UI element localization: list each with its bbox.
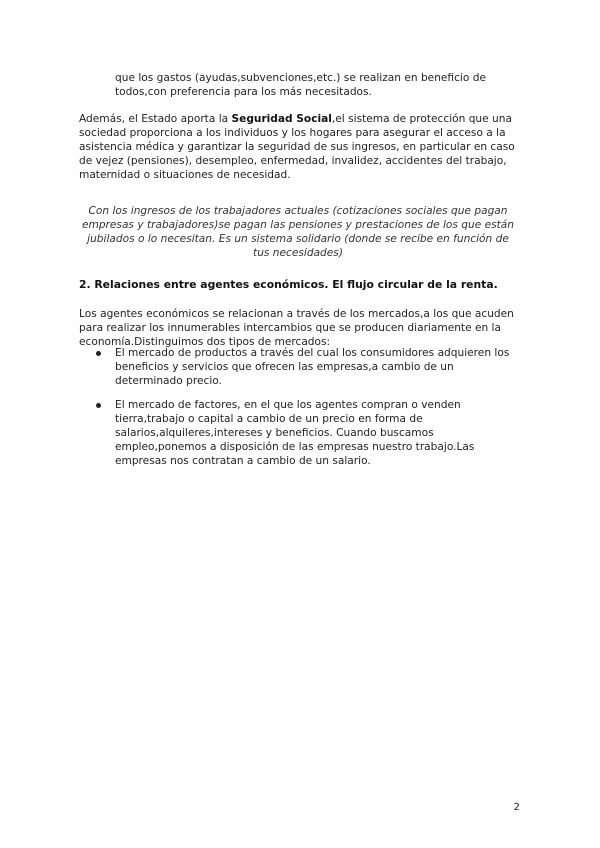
market-types-list	[79, 346, 519, 468]
italic-quote: Con los ingresos de los trabajadores actuales (cotizaciones sociales que pagan empresas y trabajadores)se pagan las pensiones y prestaciones de los que están jubilados o lo necesitan. Es un sistema solidario (donde se recibe en función de tus necesidades)	[81, 205, 515, 259]
paragraph-text-end: ,el sistema de protección que una sociedad proporciona a los individuos y los hogares para asegurar el acceso a la asistencia médica y garantizar la seguridad de sus ingresos, en particular en caso de vejez (pensiones), desempleo, enfermedad, invalidez, accidentes del trabajo, maternidad o situaciones de necesidad.	[79, 113, 515, 181]
agents-paragraph: Los agentes económicos se relacionan a través de los mercados,a los que acuden para realizar los innumerables intercambios que se producen diariamente en la economía.Distinguimos dos tipos de mercados:	[79, 308, 514, 348]
list-item	[79, 346, 519, 388]
social-security-term: Seguridad Social	[231, 113, 332, 125]
social-security-paragraph	[79, 112, 517, 182]
list-item-text: El mercado de factores, en el que los agentes compran o venden tierra,trabajo o capital a cambio de un precio en forma de salarios,alquileres,intereses y beneficios. Cuando buscamos empleo,ponemos a disposición de las empresas nuestro trabajo.Las empresas nos contratan a cambio de un salario.	[115, 399, 475, 467]
paragraph-text-start: Además, el Estado aporta la	[79, 113, 232, 125]
indented-paragraph: que los gastos (ayudas,subvenciones,etc.) se realizan en beneficio de todos,con preferencia para los más necesitados.	[115, 72, 486, 98]
list-item	[79, 398, 519, 468]
bullet-icon	[96, 403, 101, 408]
section-heading: 2. Relaciones entre agentes económicos. El flujo circular de la renta.	[79, 278, 498, 291]
list-item-text: El mercado de productos a través del cual los consumidores adquieren los beneficios y servicios que ofrecen las empresas,a cambio de un determinado precio.	[115, 347, 510, 387]
bullet-icon	[96, 351, 101, 356]
page-number: 2	[513, 802, 520, 813]
